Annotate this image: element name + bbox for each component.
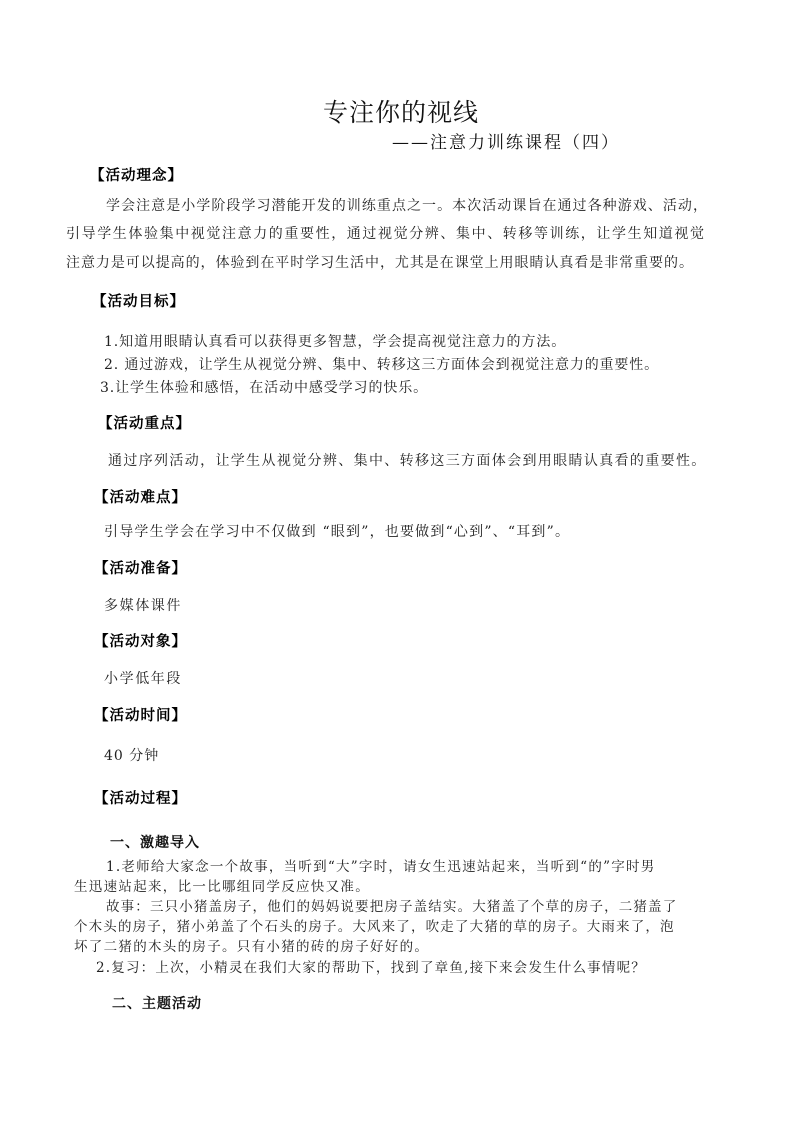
part1-line-2: 生迅速站起来，比一比哪组同学反应快又准。	[74, 879, 370, 895]
part2-heading: 二、主题活动	[112, 996, 202, 1012]
concept-line-1: 学会注意是小学阶段学习潜能开发的训练重点之一。本次活动课旨在通过各种游戏、活动，	[106, 198, 708, 214]
focus-text: 通过序列活动，让学生从视觉分辨、集中、转移这三方面体会到用眼睛认真看的重要性。	[108, 453, 707, 469]
goal-item-2: 2. 通过游戏，让学生从视觉分辨、集中、转移这三方面体会到视觉注意力的重要性。	[104, 357, 659, 373]
audience-heading: 【活动对象】	[94, 633, 187, 650]
goal-item-3: 3.让学生体验和感悟，在活动中感受学习的快乐。	[100, 380, 429, 396]
concept-line-2: 引导学生体验集中视觉注意力的重要性，通过视觉分辨、集中、转移等训练，让学生知道视觉	[66, 226, 706, 242]
audience-text: 小学低年段	[104, 671, 182, 687]
preparation-heading: 【活动准备】	[94, 560, 187, 577]
duration-text: 40 分钟	[104, 748, 160, 764]
concept-line-3: 注意力是可以提高的，体验到在平时学习生活中，尤其是在课堂上用眼睛认真看是非常重要的。	[66, 255, 694, 271]
difficulty-text: 引导学生学会在学习中不仅做到 “眼到”，也要做到“心到”、“耳到”。	[104, 524, 571, 540]
part1-line-1: 1.老师给大家念一个故事，当听到“大”字时，请女生迅速站起来，当听到“的”字时男	[106, 859, 656, 875]
goal-item-1: 1.知道用眼睛认真看可以获得更多智慧，学会提高视觉注意力的方法。	[104, 334, 567, 350]
goals-heading: 【活动目标】	[92, 293, 185, 310]
preparation-text: 多媒体课件	[104, 598, 182, 614]
page-subtitle: ——注意力训练课程（四）	[392, 133, 620, 153]
page-title: 专注你的视线	[323, 98, 480, 127]
part1-line-4: 个木头的房子，猪小弟盖了个石头的房子。大风来了，吹走了大猪的草的房子。大雨来了，泡	[74, 919, 675, 935]
part1-heading: 一、激趣导入	[110, 835, 200, 851]
part1-line-6: 2.复习：上次，小精灵在我们大家的帮助下，找到了章鱼,接下来会发生什么事情呢？	[96, 960, 646, 976]
part1-line-5: 坏了二猪的木头的房子。只有小猪的砖的房子好好的。	[74, 939, 430, 955]
difficulty-heading: 【活动难点】	[94, 489, 187, 506]
duration-heading: 【活动时间】	[94, 707, 187, 724]
part1-line-3: 故事：三只小猪盖房子，他们的妈妈说要把房子盖结实。大猪盖了个草的房子，二猪盖了	[106, 899, 678, 915]
concept-heading: 【活动理念】	[90, 167, 183, 184]
focus-heading: 【活动重点】	[98, 415, 191, 432]
process-heading: 【活动过程】	[94, 790, 187, 807]
